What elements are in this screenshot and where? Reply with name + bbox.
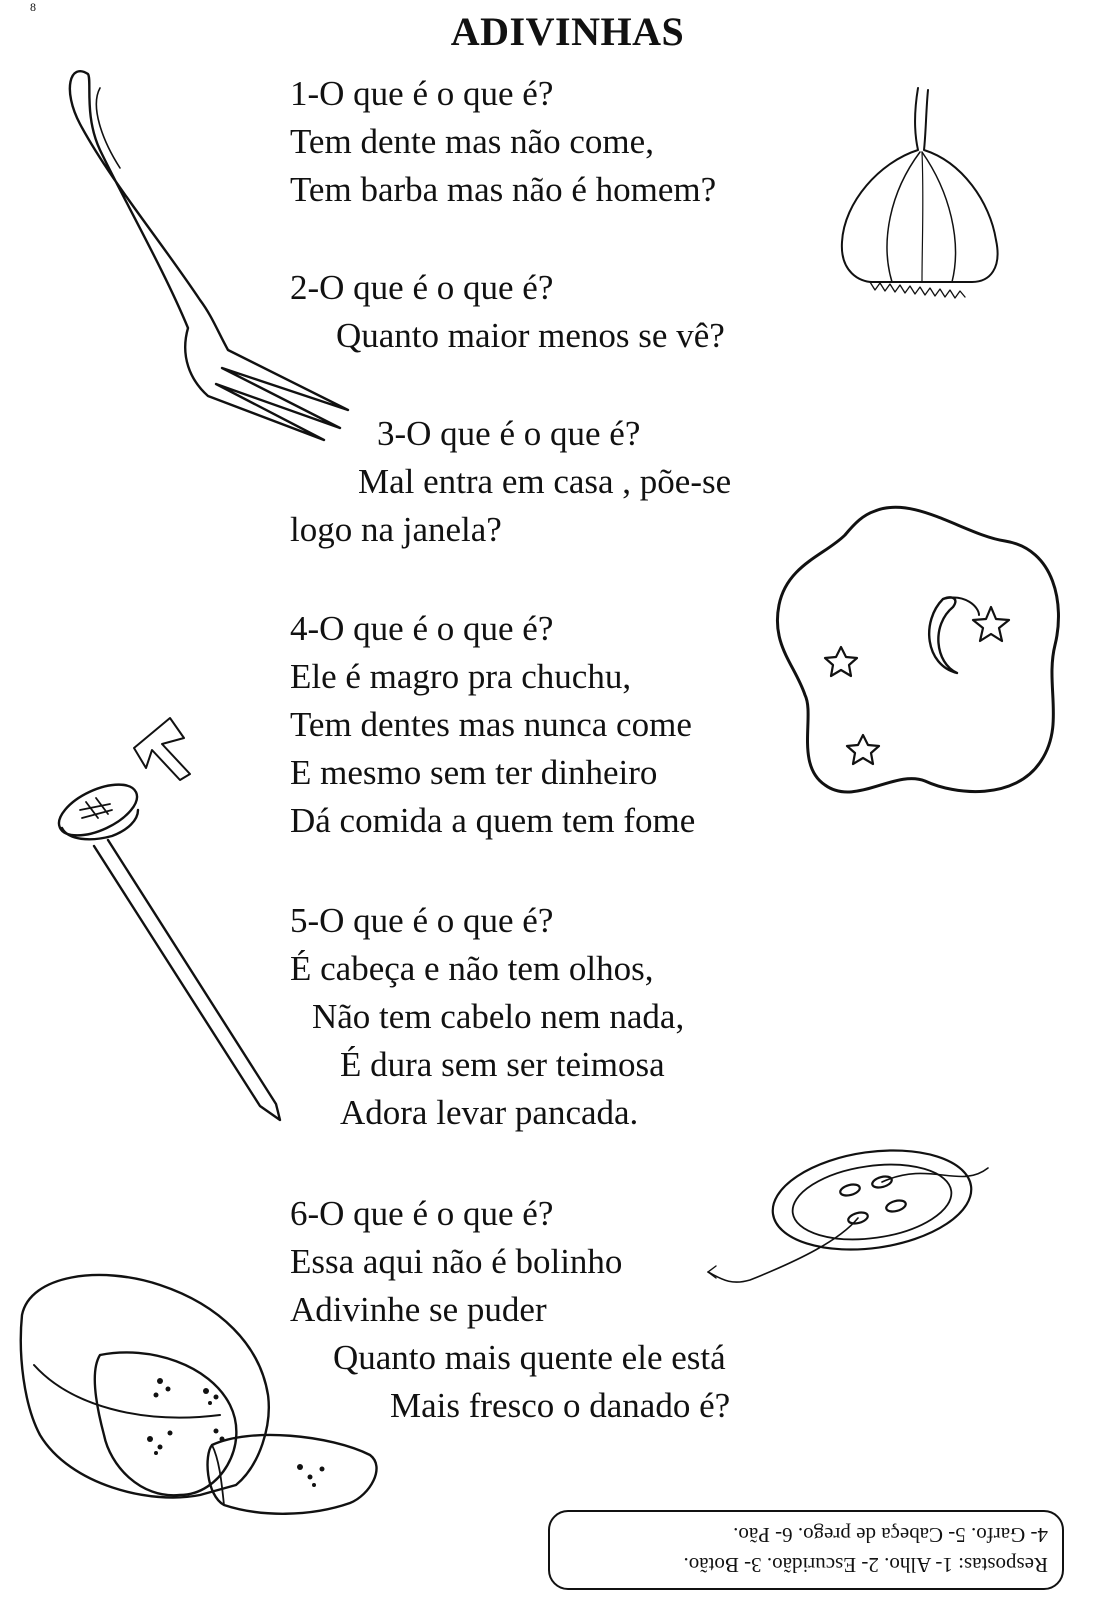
- page-title: ADIVINHAS: [450, 9, 685, 54]
- riddle-6-line-5: Mais fresco o danado é?: [390, 1386, 731, 1425]
- riddle-6-line-2: Essa aqui não é bolinho: [290, 1242, 623, 1281]
- riddle-1-line-1: 1-O que é o que é?: [290, 74, 554, 113]
- riddle-6-line-1: 6-O que é o que é?: [290, 1194, 554, 1233]
- corner-mark: 8: [30, 0, 36, 14]
- riddle-3-line-1: 3-O que é o que é?: [377, 414, 641, 453]
- riddle-2-line-1: 2-O que é o que é?: [290, 268, 554, 307]
- riddle-3-line-3: logo na janela?: [290, 510, 502, 549]
- fork-illustration: [40, 50, 370, 450]
- night-sky-illustration: [765, 495, 1075, 820]
- riddle-2-line-2: Quanto maior menos se vê?: [336, 316, 725, 355]
- answers-line-2: 4- Garfo. 5- Cabeça de prego. 6- Pão.: [733, 1523, 1048, 1547]
- answers-line-1: Respostas: 1- Alho. 2- Escuridão. 3- Botão.: [683, 1553, 1048, 1577]
- riddle-4-line-1: 4-O que é o que é?: [290, 609, 554, 648]
- riddle-5-line-3: Não tem cabelo nem nada,: [312, 997, 685, 1036]
- riddle-6-line-4: Quanto mais quente ele está: [333, 1338, 726, 1377]
- riddle-5-line-5: Adora levar pancada.: [340, 1093, 639, 1132]
- garlic-illustration: [830, 82, 1010, 307]
- bread-illustration: [10, 1255, 390, 1540]
- riddle-4-line-5: Dá comida a quem tem fome: [290, 801, 696, 840]
- answers-box: [548, 1510, 1064, 1590]
- riddle-1-line-2: Tem dente mas não come,: [290, 122, 654, 161]
- riddle-4-line-2: Ele é magro pra chuchu,: [290, 657, 632, 696]
- riddle-5-line-4: É dura sem ser teimosa: [340, 1045, 665, 1084]
- riddle-5-line-1: 5-O que é o que é?: [290, 901, 554, 940]
- nail-illustration: [50, 710, 300, 1130]
- riddle-3-line-2: Mal entra em casa , põe-se: [358, 462, 732, 501]
- riddle-1-line-3: Tem barba mas não é homem?: [290, 170, 717, 209]
- button-illustration: [700, 1140, 1000, 1300]
- riddle-4-line-3: Tem dentes mas nunca come: [290, 705, 692, 744]
- riddle-5-line-2: É cabeça e não tem olhos,: [290, 949, 654, 988]
- riddle-6-line-3: Adivinhe se puder: [290, 1290, 547, 1329]
- riddle-4-line-4: E mesmo sem ter dinheiro: [290, 753, 658, 792]
